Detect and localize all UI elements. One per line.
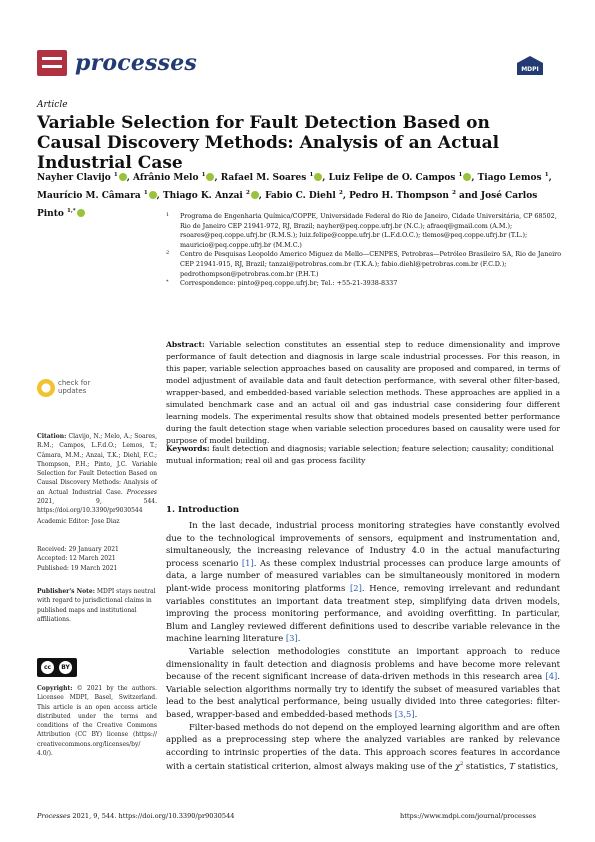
affiliation-2: 2 Centro de Pesquisas Leopoldo Americo Miguez de Mello—CENPES, Petrobras—Petróleo Brasileiro SA, Rio de Janeiro CEP 21941-915, RJ, Brazil; tanzai@petrobras.com.br (T.K.A.); fabio.diehl@petrobras.com.br (F.C.D.); pedrothompson@petrobras.com.br (P.H.T.): [166, 250, 562, 278]
affiliation-1: 1 Programa de Engenharia Química/COPPE, Universidade Federal do Rio de Janeiro, Cidade Universitária, CP 68502, Rio de Janeiro CEP 21941-972, RJ, Brazil; nayher@peq.coppe.ufrj.br (N.C.); afraeq@gmail.com (A.M.); rsoares@peq.coppe.ufrj.br (R.M.S.); luiz.felipe@coppe.ufrj.br (L.F.d.O.C.); tlemos@peq.coppe.ufrj.br (T.L.); mauricio@peq.coppe.ufrj.br (M.M.C.): [166, 212, 557, 249]
citation-block: Citation: Clavijo, N.; Melo, A.; Soares, R.M.; Campos, L.F.d.O.; Lemos, T.; Câmara, M.M.; Anzai, T.K.; Diehl, F.C.; Thompson, P.H.; Pinto, J.C. Variable Selection for Fault Detection Based on Causal Discovery Methods: Analysis of an Actual Industrial Case. Processes 2021, 9, 544. https://doi.org/10.3390/pr9030544: [37, 433, 157, 515]
paper-title: Variable Selection for Fault Detection Based on Causal Discovery Methods: Analysis of an Actual Industrial Case: [37, 113, 500, 173]
academic-editor: Academic Editor: Jose Diaz: [37, 518, 120, 525]
correspondence: * Correspondence: pinto@peq.coppe.ufrj.br; Tel.: +55-21-3938-8337: [166, 279, 398, 288]
orcid-icon[interactable]: [119, 173, 127, 181]
footer-url[interactable]: https://www.mdpi.com/journal/processes: [400, 812, 537, 820]
author-name: Thiago K. Anzai $^2$: [163, 191, 259, 201]
citation-link[interactable]: [4]: [545, 671, 558, 682]
orcid-icon[interactable]: [77, 209, 85, 217]
orcid-icon[interactable]: [251, 191, 259, 199]
author-name: Tiago Lemos $^1$: [477, 172, 549, 183]
keywords-text: fault detection and diagnosis; variable selection; feature selection; causality; conditional mutual information; real oil and gas process facility: [166, 444, 554, 465]
orcid-icon[interactable]: [463, 173, 471, 181]
keywords-label: Keywords:: [166, 444, 210, 453]
author-name: Maurício M. Câmara $^1$: [37, 191, 157, 201]
author-name: Fabio C. Diehl $^2$: [265, 190, 343, 201]
author-name: Nayher Clavijo $^1$: [37, 173, 127, 183]
cc-by-license-icon[interactable]: cc BY: [37, 658, 77, 677]
orcid-icon[interactable]: [206, 173, 214, 181]
paragraph-1: In the last decade, industrial process monitoring strategies have constantly evolved due to the technological improvements of sensors, equipment and instrumentation and, simultaneously, the increasing relevance of Industry 4.0 in the actual manufacturing process scenario [1]. As these complex industrial processes can produce large amounts of data, a large number of measured variables can be simultaneously monitored in modern plant-wide process monitoring platforms [2]. Hence, removing irrelevant and redundant variables constitutes an important data treatment step, simplifying data driven models, improving the process monitoring performance, and avoiding overfitting. In particular, Blum and Langley reviewed different definitions used to describe variable relevance in the machine learning literature [3].: [166, 520, 560, 644]
author-name: Rafael M. Soares $^1$: [221, 173, 323, 183]
svg-text:MDPI: MDPI: [521, 66, 539, 73]
author-affiliation-marker: 2: [245, 190, 250, 196]
publisher-note: Publisher's Note: MDPI stays neutral with regard to jurisdictional claims in published maps and institutional affiliations.: [37, 588, 156, 623]
section-heading-introduction: 1. Introduction: [166, 505, 240, 515]
author-affiliation-marker: 1: [201, 172, 206, 178]
introduction-body: [166, 519, 560, 773]
author-affiliation-marker: 1: [143, 190, 148, 196]
dates-block: [37, 545, 157, 573]
paragraph-3: Filter-based methods do not depend on the employed learning algorithm and are often applied as a preprocessing step where the analyzed variables are ranked by relevance according to intrinsic properties of the data. This approach scores features in accordance with a certain statistical criterion, almost always making use of the $\chi^2$ statistics, T statistics,: [166, 721, 560, 772]
paragraph-2: Variable selection methodologies constitute an important approach to reduce dimensionality in fault detection and diagnosis problems and have become more relevant because of the recent significant increase of data-driven methods in this research area [4]. Variable selection algorithms normally try to identify the subset of measured variables that lead to the best analytical performance, being usually divided into three categories: filter-based, wrapper-based and embedded-based methods [3,5].: [166, 645, 560, 719]
abstract-label: Abstract:: [166, 340, 205, 349]
author-name: Afrânio Melo $^1$: [133, 173, 214, 183]
affiliations: [166, 212, 562, 289]
check-for-updates-icon[interactable]: [37, 379, 55, 397]
published-date: Published: 19 March 2021: [37, 564, 118, 572]
author-affiliation-marker: 1,*: [67, 208, 76, 214]
journal-name: processes: [75, 50, 197, 76]
author-affiliation-marker: 1: [113, 172, 118, 178]
accepted-date: Accepted: 12 March 2021: [37, 555, 116, 563]
keywords: [166, 443, 560, 467]
author-affiliation-marker: 1: [309, 172, 314, 178]
citation-link[interactable]: [2]: [350, 582, 362, 593]
copyright-block: Copyright: © 2021 by the authors. Licensee MDPI, Basel, Switzerland. This article is an open access article distributed under the terms and conditions of the Creative Commons Attribution (CC BY) license (https:// creativecommons.org/licenses/by/ 4.0/).: [37, 685, 157, 758]
footer-citation: Processes 2021, 9, 544. https://doi.org/10.3390/pr9030544: [37, 812, 235, 820]
author-name: Pedro H. Thompson $^2$: [349, 190, 456, 201]
mdpi-logo-icon: [516, 55, 544, 76]
author-affiliation-marker: 2: [338, 190, 343, 196]
author-affiliation-marker: 1: [544, 172, 549, 178]
check-for-updates-label[interactable]: check for updates: [58, 379, 91, 395]
author-name: José Carlos Pinto $^{1,*}$: [37, 191, 538, 219]
author-list: Nayher Clavijo $^1$ , Afrânio Melo $^1$ , Rafael M. Soares $^1$ , Luiz Felipe de O. Campos $^1$ , Tiago Lemos $^1$, Maurício M. Câmara $^1$ , Thiago K. Anzai $^2$ , Fabio C. Diehl $^2$, Pedro H. Thompson $^2$ and José Carlos Pinto $^{1,*}$: [37, 172, 552, 219]
orcid-icon[interactable]: [149, 191, 157, 199]
journal-logo-icon: [37, 50, 67, 76]
author-affiliation-marker: 2: [452, 190, 456, 196]
abstract: [166, 339, 560, 447]
citation-link[interactable]: [1]: [241, 557, 254, 568]
author-name: Luiz Felipe de O. Campos $^1$: [329, 173, 472, 183]
citation-link[interactable]: [3]: [285, 633, 298, 644]
citation-link[interactable]: [3,5]: [394, 708, 415, 719]
orcid-icon[interactable]: [314, 173, 322, 181]
received-date: Received: 29 January 2021: [37, 546, 119, 553]
article-type: Article: [37, 100, 68, 110]
author-affiliation-marker: 1: [458, 172, 463, 178]
abstract-text: Variable selection constitutes an essential step to reduce dimensionality and improve performance of fault detection and diagnosis in large scale industrial processes. For this reason, in this paper, variable selection approaches based on causality are proposed and compared, in terms of model adjustment of available data and fault detection performance, with several other filter-based, wrapper-based, and embedded-based variable selection methods. These approaches are applied in a simulated benchmark case and an actual oil and gas industrial case considering four different learning models. The experimental results show that obtained models presented better performance during the fault detection stage when variable selection procedures based on causality were used for purpose of model building.: [166, 340, 560, 445]
